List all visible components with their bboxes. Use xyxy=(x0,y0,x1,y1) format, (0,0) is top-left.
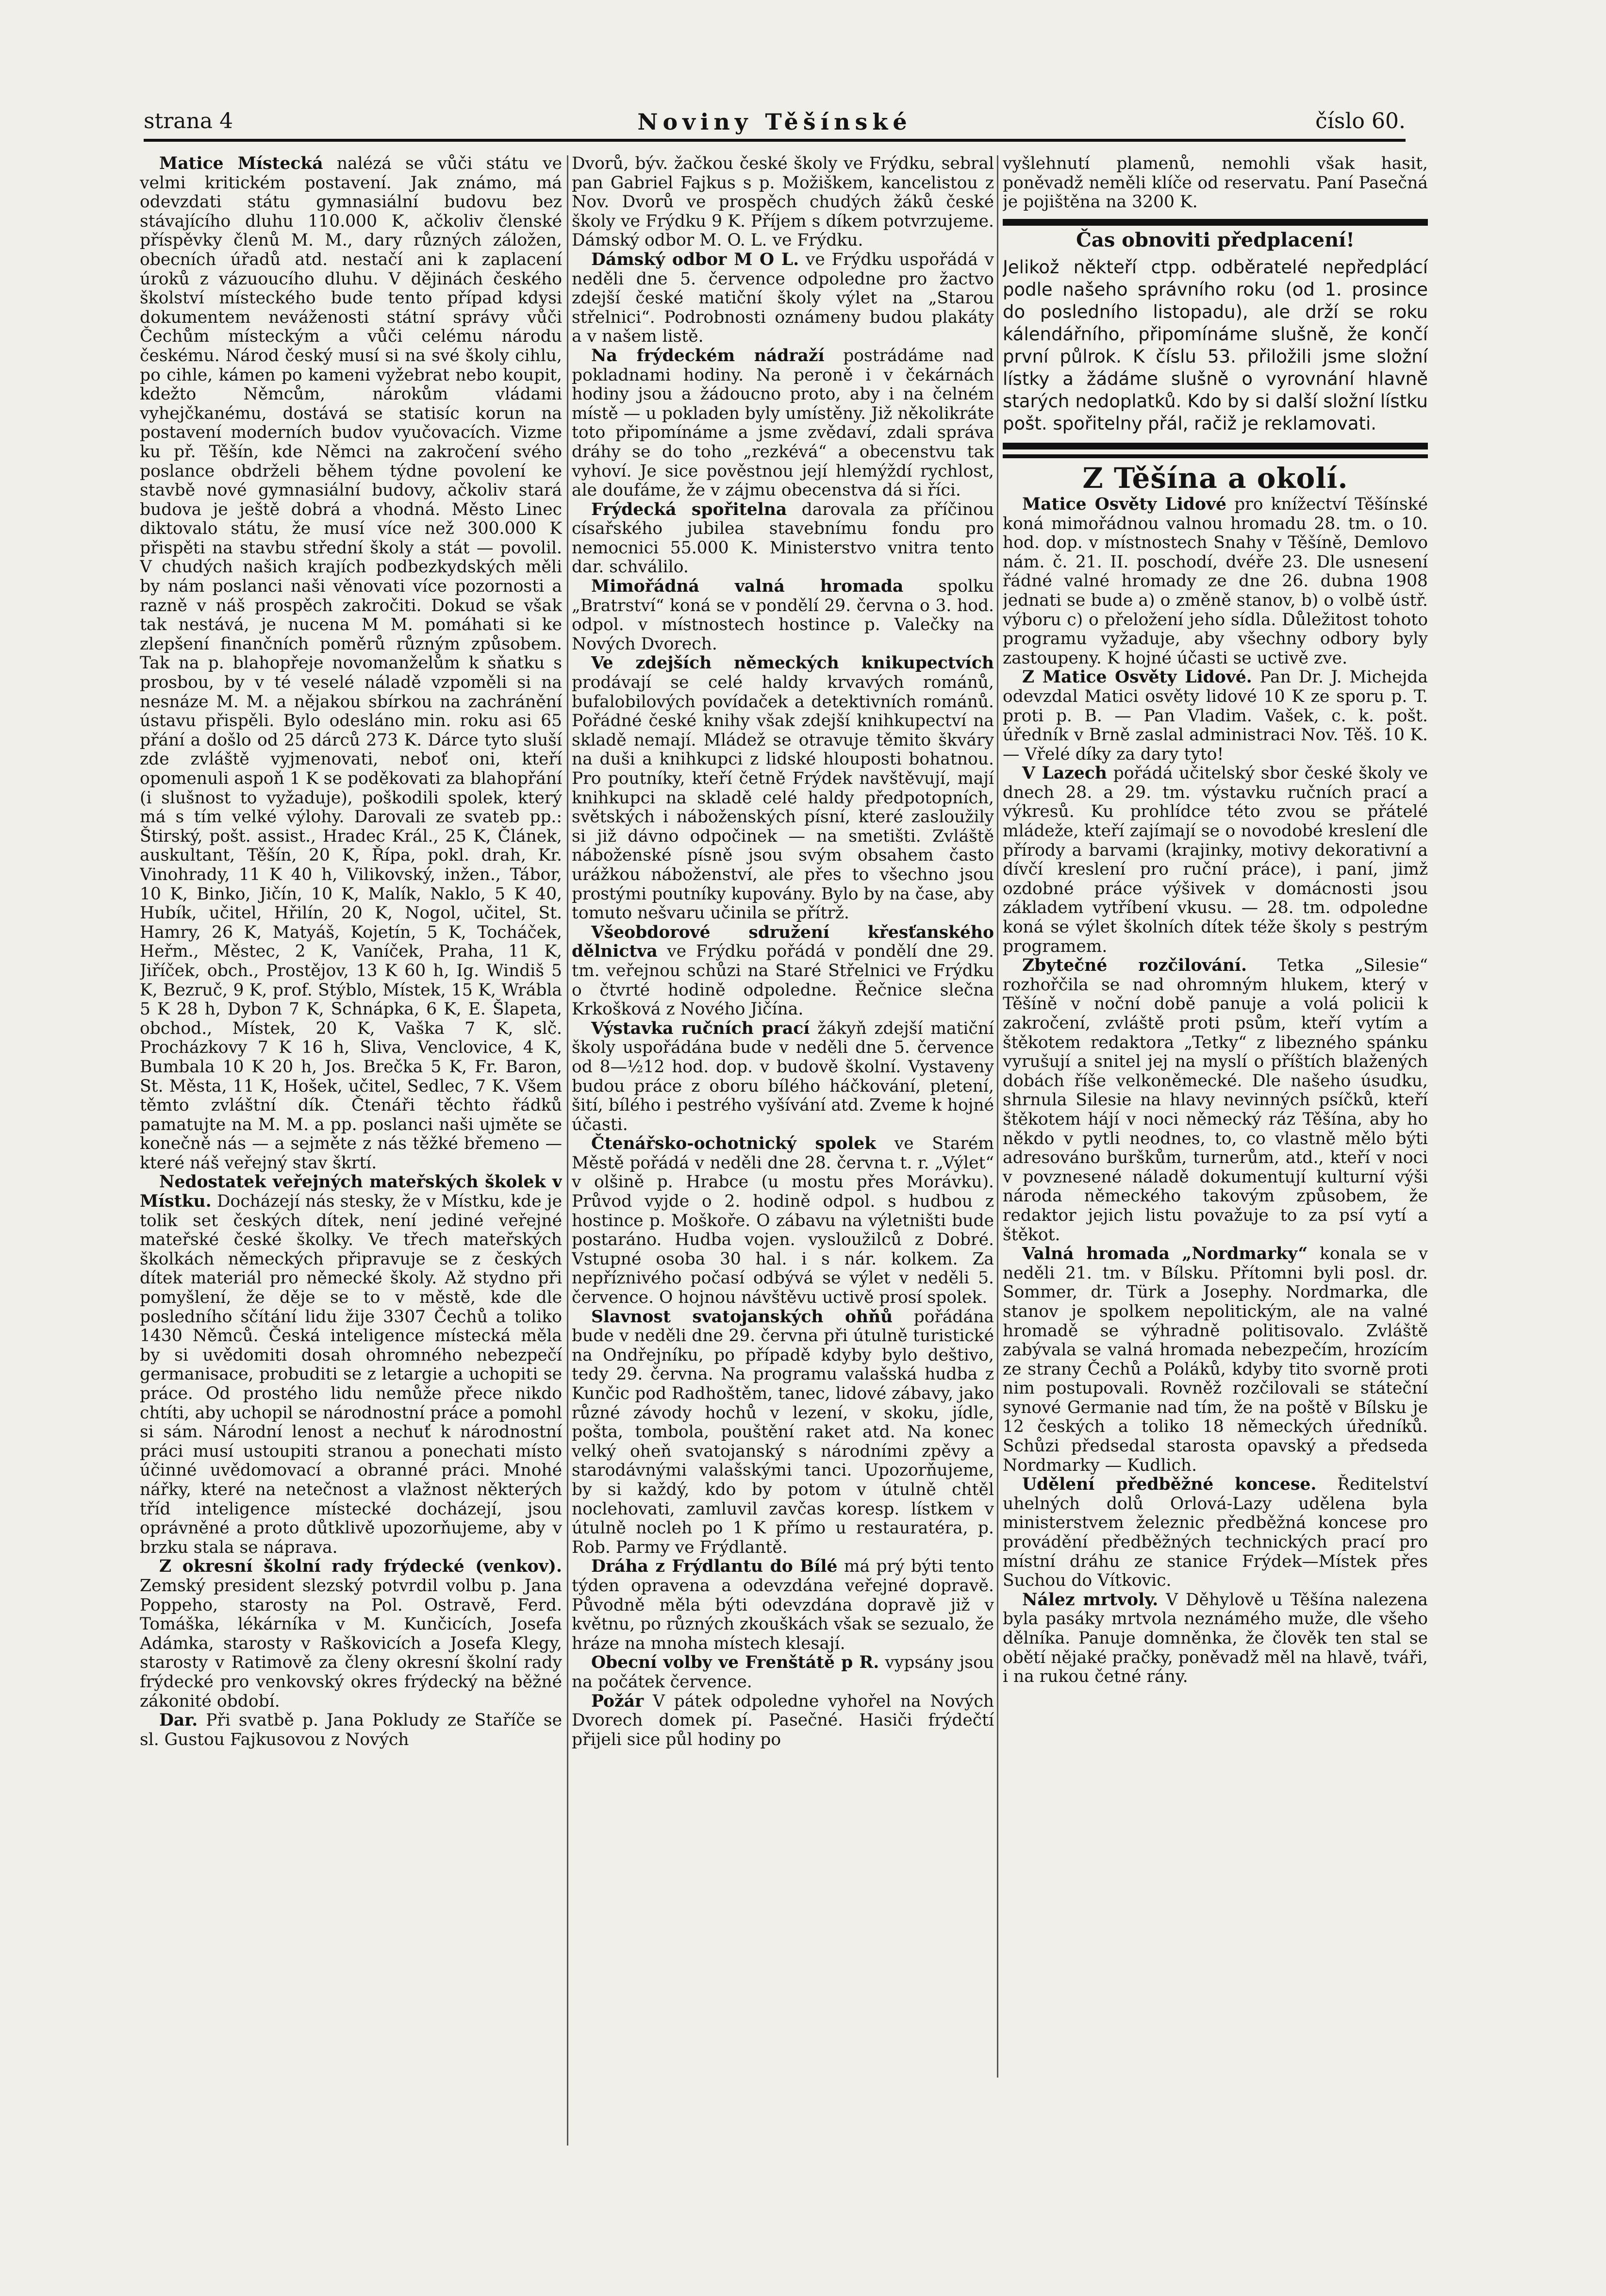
article-paragraph xyxy=(572,1019,994,1135)
article-text: Ředitelství uhelných dolů Orlová-Lazy udělena byla ministerstvem železnic předběžná koncese pro provádění předběžných technických prací pro místní dráhu ze stanice Frýdek—Místek přes Suchou do Vítkovic. xyxy=(1003,1475,1428,1591)
article-text: pro knížectví Těšínské koná mimořádnou valnou hromadu 28. tm. o 10. hod. dop. v místnostech Snahy v Těšíně, Demlovo nám. č. 21. II. poschodí, dvéře 23. Dle usnesení řádné valné hromady ze dne 26. dubna 1908 jednati se bude a) o změně stanov, b) o volbě ústř. výboru c) o přeložení jeho sídla. Důležitost tohoto programu vyžaduje, aby všechny odbory byly zastoupeny. K hojné účasti se uctivě zve. xyxy=(1003,494,1428,668)
article-paragraph xyxy=(572,1692,994,1750)
article-text: ve Starém Městě pořádá v neděli dne 28. června t. r. „Výlet“ v olšině p. Hrabce (u mostu přes Morávku). Průvod vyjde o 2. hodině odpol. s hudbou z hostince p. Moškoře. O zábavu na výletništi bude postaráno. Hudba vojen. vysloužilců z Dobré. Vstupné osoba 30 hal. i s nár. kolkem. Za nepříznivého počasí odbývá se výlet v neděli 5. července. O hojnou návštěvu uctivě prosí spolek. xyxy=(572,1134,994,1308)
article-lead: Požár xyxy=(591,1691,644,1711)
article-paragraph xyxy=(572,250,994,347)
page-number: strana 4 xyxy=(144,109,233,133)
article-paragraph xyxy=(572,654,994,923)
article-lead: Frýdecká spořitelna xyxy=(591,499,787,519)
article-paragraph xyxy=(572,1134,994,1307)
article-paragraph xyxy=(1003,1591,1428,1687)
article-lead: Nedostatek veřejných mateřských školek v Místku. xyxy=(140,1172,562,1212)
notice-rule xyxy=(1003,443,1428,449)
article-paragraph xyxy=(572,1308,994,1558)
header-rule xyxy=(144,139,1406,142)
article-text: Pan Dr. J. Michejda odevzdal Matici osvěty lidové 10 K ze sporu p. T. proti p. B. — Pan Vladim. Vašek, c. k. pošt. úředník v Brně zaslal administraci Nov. Těš. 10 K. — Vřelé díky za dary tyto! xyxy=(1003,667,1428,764)
article-text: Dvorů, býv. žačkou české školy ve Frýdku, sebral pan Gabriel Fajkus s p. Možiškem, kancelistou z Nov. Dvorů ve prospěch chudých žáků české školy ve Frýdku 9 K. Příjem s díkem potvrzujeme. Dámský odbor M. O. L. ve Frýdku. xyxy=(572,154,994,250)
notice-rule xyxy=(1003,454,1428,458)
article-text: darovala za příčinou císařského jubilea stavebnímu fondu pro nemocnici 55.000 K. Ministerstvo vnitra tento dar. schválilo. xyxy=(572,499,994,577)
article-paragraph xyxy=(140,1173,562,1557)
article-lead: Dráha z Frýdlantu do Bílé xyxy=(591,1557,838,1577)
article-text: spolku „Bratrství“ koná se v pondělí 29. června o 3. hod. odpol. v místnostech hostince p. Valečky na Nových Dvorech. xyxy=(572,577,994,654)
page-header xyxy=(144,111,1406,141)
article-lead: Výstavka ručních prací xyxy=(591,1018,810,1038)
article-lead: Valná hromada „Nordmarky“ xyxy=(1022,1244,1308,1264)
article-lead: Udělení předběžné koncese. xyxy=(1022,1475,1317,1495)
article-lead: Dámský odbor M O L. xyxy=(591,250,799,269)
article-paragraph xyxy=(572,500,994,577)
article-text: Docházejí nás stesky, že v Místku, kde je tolik set českých dítek, není jediné veřejné mateřské české školky. Ve třech mateřských školkách německých připravuje se z českých dítek materiál pro německé školy. Až stydno při pomyšlení, že děje se to v městě, kde dle posledního sčítání lidu žije 3307 Čechů a toliko 1430 Němců. Česká inteligence místecká měla by si uvědomiti dosah ohromného nebezpečí germanisace, probuditi se z letargie a uchopiti se práce. Od prostého lidu nemůže přece nikdo chtíti, aby uchopil se národnostní práce a pomohl si sám. Národní lenost a nechuť k národnostní práci musí ustoupiti stranou a ponechati místo účinné uvědomovací a obranné práci. Mnohé nářky, které na netečnost a vlažnost některých tříd inteligence místecké docházejí, jsou oprávněné a proto důtklivě upozorňujeme, aby v brzku stala se náprava. xyxy=(140,1192,562,1557)
notice-title: Čas obnoviti předplacení! xyxy=(1076,228,1355,251)
article-lead: Zbytečné rozčilování. xyxy=(1022,956,1247,976)
article-paragraph xyxy=(140,1557,562,1711)
article-lead: Z okresní školní rady frýdecké (venkov). xyxy=(159,1557,562,1577)
article-text: konala se v neděli 21. tm. v Bílsku. Přítomni byli posl. dr. Sommer, dr. Türk a Josephy. Nordmarka, dle stanov je spolkem nepolitickým, ale na valné hromadě se výhradně politisovalo. Zvláště zabývala se valná hromada nebezpečím, hrozícím ze strany Čechů a Poláků, kdyby tito svorně proti nim postupovali. Rovněž rozčilovali se státeční synové Germanie nad tím, že na poště v Bílsku je 12 českých a toliko 18 německých úředníků. Schůzi předsedal starosta opavský a předseda Nordmarky — Kudlich. xyxy=(1003,1244,1428,1475)
article-text: má prý býti tento týden opravena a odevzdána veřejné dopravě. Původně měla býti odevzdána dopravě již v květnu, po různých zkouškách však se sezualo, že hráze na mnoha místech klesají. xyxy=(572,1557,994,1653)
notice-body: Jelikož někteří ctpp. odběratelé nepředplácí podle našeho správního roku (od 1. prosince do posledního listopadu), ale drží se roku kálendářního, připomínáme slušně, že končí první půlrok. K číslu 53. přiložili jsme složní lístky a žádáme slušně o vyrovnání hlavně starých nedoplatků. Kdo by si další složní lístku pošt. spořitelny přál, račiž je reklamovati. xyxy=(1003,257,1428,434)
article-paragraph xyxy=(572,347,994,500)
article-paragraph xyxy=(1003,1475,1428,1591)
article-paragraph xyxy=(572,577,994,654)
article-lead: Ve zdejších německých knikupectvích xyxy=(591,653,994,673)
article-lead: Mimořádná valná hromada xyxy=(591,577,904,597)
article-paragraph: vyšlehnutí plamenů, nemohli však hasit, poněvadž neměli klíče od reservatu. Paní Pasečná je pojištěna na 3200 K. xyxy=(1003,154,1428,212)
article-text: vypsány jsou na počátek července. xyxy=(572,1653,994,1692)
article-lead: Z Matice Osvěty Lidové. xyxy=(1022,667,1252,687)
article-text: Zemský president slezský potvrdil volbu p. Jana Poppeho, starosty na Pol. Ostravě, Ferd. Tomáška, lékárníka v M. Kunčicích, Josefa Adámka, starosty v Raškovicích a Josefa Klegy, starosty v Ratimově za členy okresní školní rady frýdecké pro venkovský okres frýdecký na běžné zákonité období. xyxy=(140,1576,562,1711)
newspaper-title: Noviny Těšínské xyxy=(637,109,912,135)
column-3 xyxy=(1003,154,1428,2077)
article-paragraph xyxy=(1003,956,1428,1245)
article-paragraph xyxy=(572,154,994,250)
section-heading: Z Těšína a okolí. xyxy=(1082,462,1348,495)
article-text: pořádána bude v neděli dne 29. června při útulně turistické na Ondřejníku, po případě kdyby bylo deštivo, tedy 29. června. Na programu valašská hudba z Kunčic pod Radhoštěm, tanec, lidové zábavy, jako různé závody hochů v lezení, v skoku, jídle, pošta, tombola, pouštění raket atd. Na konec velký oheň svatojanský s národními zpěvy a starodávnými valašskými tanci. Upozorňujeme, by si každý, kdo by potom v útulně chtěl noclehovati, zamluvil zavčas koresp. lístkem v útulně nocleh po 1 K přímo u restauratéra, p. Rob. Parmy ve Frýdlantě. xyxy=(572,1307,994,1557)
article-paragraph xyxy=(140,154,562,1173)
article-text: pořádá učitelský sbor české školy ve dnech 28. a 29. tm. výstavku ručních prací a výkresů. Ku prohlídce této zvou se přátelé mládeže, kteří zajímají se o novodobé kreslení dle přírody a barvami (krajinky, motivy dekorativní a dívčí kreslení pro ruční práce), i paní, jimž ozdobné práce výšivek v domácnosti jsou základem vytříbení vkusu. — 28. tm. odpoledne koná se výlet školních dítek téže školy s pestrým programem. xyxy=(1003,764,1428,956)
article-lead: Dar. xyxy=(159,1711,198,1730)
article-text: žákyň zdejší matiční školy uspořádána bude v neděli dne 5. července od 8—½12 hod. dop. v budově školní. Vystaveny budou práce z oboru bílého háčkování, pletení, šití, bílého i pestrého vyšívání atd. Zveme k hojné účasti. xyxy=(572,1018,994,1134)
notice-rule xyxy=(1003,219,1428,226)
article-lead: Slavnost svatojanských ohňů xyxy=(591,1307,893,1327)
article-text: V Děhylově u Těšína nalezena byla pasáky mrtvola neznámého muže, dle všeho dělníka. Panuje domněnka, že člověk ten stal se obětí nějaké pračky, poněvadž měl na hlavě, tváři, i na rukou četné rány. xyxy=(1003,1590,1428,1687)
article-lead: V Lazech xyxy=(1022,764,1107,783)
article-text: V pátek odpoledne vyhořel na Nových Dvorech domek pí. Pasečné. Hasiči frýdečtí přijeli sice půl hodiny po xyxy=(572,1691,994,1749)
article-text: ve Frýdku uspořádá v neděli dne 5. července odpoledne pro žactvo zdejší české matiční školy výlet na „Starou střelnici“. Podrobnosti oznámeny budou plakáty a v našem listě. xyxy=(572,250,994,347)
article-text: ve Frýdku pořádá v pondělí dne 29. tm. veřejnou schůzi na Staré Střelnici ve Frýdku o čtvrté hodině odpoledne. Řečnice slečna Krkošková z Nového Jičína. xyxy=(572,942,994,1019)
article-paragraph xyxy=(1003,668,1428,764)
article-lead: Čtenářsko-ochotnický spolek xyxy=(591,1134,877,1154)
article-text: prodávají se celé haldy krvavých románů, bufalobilových povídaček a detektivních románů. Pořádné české knihy však zdejší knihkupectví na skladě nemají. Mládež se otravuje těmito škváry na duši a knihkupci z lidské hlouposti bohatnou. Pro poutníky, kteří četně Frýdek navštěvují, mají knihkupci na skladě celé haldy předpotopních, světských i náboženských písní, které zasloužily si již dávno odpočinek — na smetišti. Zvláště náboženské písně jsou svým obsahem často urážkou náboženství, ale přes to všechno jsou prostými poutníky kupovány. Bylo by na čase, aby tomuto nešvaru učinila se přítrž. xyxy=(572,673,994,923)
article-paragraph xyxy=(1003,1245,1428,1475)
article-lead: Matice Místecká xyxy=(159,154,323,173)
column-divider xyxy=(567,155,568,2146)
article-paragraph xyxy=(572,1653,994,1692)
article-text: nalézá se vůči státu ve velmi kritickém postavení. Jak známo, má odevzdati státu gymnasiální budovu bez stávajícího dluhu 110.000 K, ačkoliv členské příspěvky členů M. M., dary různých záložen, obecních úřadů atd. nestačí ani k zaplacení úroků z vázuoucího dluhu. V dějinách českého školství místeckého bude tento případ kdysi dokumentem neváženosti státní správy vůči Čechům místeckým a vůči celému národu českému. Národ český musí si na své školy cihlu, po cihle, kámen po kameni vyžebrat nebo koupit, kdežto Němcům, nárokům vládami vyhejčkanému, dostává se statisíc korun na postavení moderních budov vyučovacích. Vizme ku př. Těšín, kde Němci na zakročení svého poslance obdrželi během týdne povolení ke stavbě nové gymnasiální budovy, ačkoliv stará budova je ještě dobrá a vhodná. Město Linec diktovalo státu, že musí více než 300.000 K přispěti na stavbu střední školy a stát — povolil. V chudých našich krajích podbezkydských měli by nám poslanci naši věnovati více pozornosti a razně v náš prospěch zakročiti. Dokud se však tak nestává, je nucena M M. pomáhati si ke zlepšení finančních poměrů různým způsobem. Tak na p. blahopřeje novomanželům k sňatku s prosbou, by v té veselé náladě vzpoměli si na nesnáze M. M. a nějakou sbírkou na zachránění ústavu přispěli. Bylo odesláno min. roku asi 65 přání a došlo od 25 dárců 273 K. Dárce tyto sluší zde zvláště vyjmenovati, neboť oni, kteří opomenuli aspoň 1 K se poděkovati za blahopřání (i slušnost to vyžaduje), poškodili spolek, který má s tím velké výlohy. Darovali ze svateb pp.: Štirský, pošt. assist., Hradec Král., 25 K, Článek, auskultant, Těšín, 20 K, Řípa, pokl. drah, Kr. Vinohrady, 11 K 40 h, Vilikovský, inžen., Tábor, 10 K, Binko, Jičín, 10 K, Malík, Naklo, 5 K 40, Hubík, učitel, Hřilín, 20 K, Nogol, učitel, St. Hamry, 26 K, Matyáš, Kojetín, 5 K, Tocháček, Heřm., Městec, 2 K, Vaníček, Praha, 11 K, Jiříček, obch., Prostějov, 13 K 60 h, Ig. Windiš 5 K, Bezruč, 9 K, prof. Stýblo, Místek, 15 K, Wrábla 5 K 28 h, Dybon 7 K, Schnápka, 6 K, E. Šlapeta, obchod., Místek, 20 K, Vaška 7 K, slč. Procházkovy 7 K 16 h, Sliva, Venclovice, 4 K, Bumbala 10 K 20 h, Jos. Brečka 5 K, Fr. Baron, St. Města, 11 K, Hošek, učitel, Sedlec, 7 K. Všem těmto zvláštní dík. Čtenáři těchto řádků pamatujte na M. M. a pp. poslanci naši ujměte se konečně nás — a sejměte z nás těžké břemeno — které náš veřejný stav škrtí. xyxy=(140,154,562,1173)
article-text: Při svatbě p. Jana Pokludy ze Staříče se sl. Gustou Fajkusovou z Nových xyxy=(140,1711,562,1749)
article-paragraph xyxy=(572,1557,994,1653)
issue-number: číslo 60. xyxy=(1315,109,1406,133)
article-lead: Matice Osvěty Lidové xyxy=(1022,494,1226,514)
article-lead: Nález mrtvoly. xyxy=(1022,1590,1159,1610)
column-1 xyxy=(140,154,562,2154)
article-paragraph xyxy=(1003,495,1428,668)
article-paragraph xyxy=(1003,764,1428,956)
column-2 xyxy=(572,154,994,2018)
article-lead: Na frýdeckém nádraží xyxy=(591,346,825,366)
article-text: postrádáme nad pokladnami hodiny. Na peroně i v čekárnách hodiny jsou a žádoucno proto, aby i na čelném místě — u pokladen byly umístěny. Již několikráte toto připomínáme a jsme zvědaví, zdali správa dráhy se do toho „rezkévá“ a obecenstvu tak vyhoví. Je sice pověstnou její hlemýždí rychlost, ale doufáme, že v zájmu obecenstva dá si říci. xyxy=(572,346,994,500)
article-lead: Všeobdorové sdružení křesťanského dělnictva xyxy=(572,922,994,962)
article-paragraph xyxy=(140,1711,562,1749)
article-lead: Obecní volby ve Frenštátě p R. xyxy=(591,1653,879,1673)
article-paragraph xyxy=(572,923,994,1019)
article-text: Tetka „Silesie“ rozhořčila se nad ohromným hlukem, který v Těšíně v noční době panuje a volá policii k zakročení, zvláště proti psům, kteří vytím a štěkotem redaktora „Tetky“ z libezného spánku vyrušují a snitel jej na myslí o příštích blažených dobách říše velkoněmecké. Dle našeho úsudku, shrnula Silesie na hlavy nevinných psíčků, kteří štěkotem hájí v noci německý ráz Těšína, aby ho někdo v pytli neodnes, to, co vlastně mělo býti adresováno burškům, turnerům, atd., kteří v noci v povznesené náladě dokumentují kulturní výši národa německého takovým způsobem, že redaktor jejich listu považuje to za psí vytí a štěkot. xyxy=(1003,956,1428,1245)
column-divider xyxy=(997,155,998,2078)
